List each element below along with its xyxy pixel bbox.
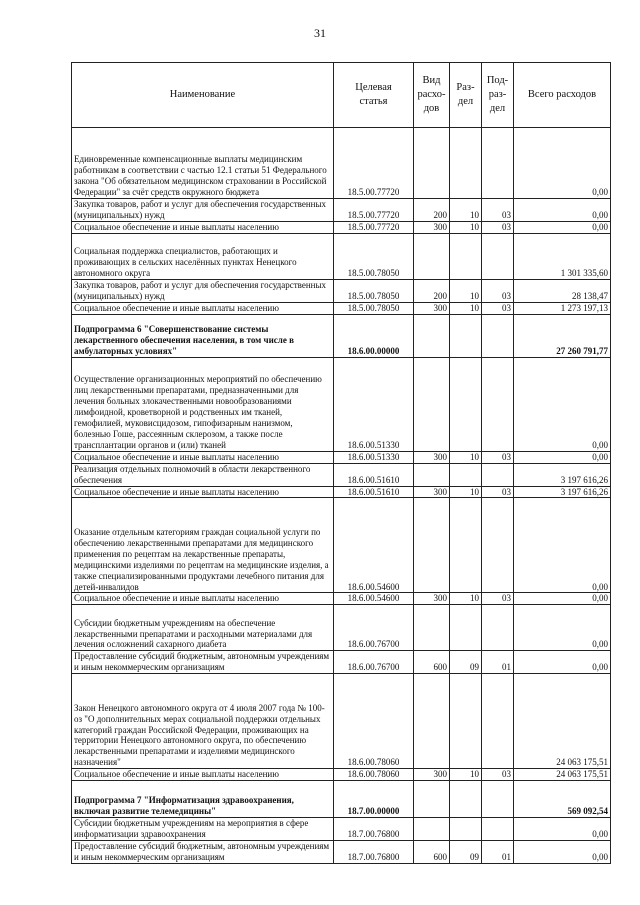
cell-expense-type [414,463,450,486]
cell-name: Социальное обеспечение и иные выплаты населению [72,451,334,463]
table-row [72,233,611,279]
table-row [72,199,611,222]
cell-total: 0,00 [514,357,611,451]
cell-target: 18.5.00.78050 [334,302,414,314]
cell-subsection [482,605,514,651]
table-row [72,651,611,674]
cell-target: 18.6.00.51330 [334,451,414,463]
cell-subsection: 03 [482,593,514,605]
cell-subsection [482,128,514,199]
cell-total: 24 063 175,51 [514,674,611,769]
cell-section: 10 [450,593,482,605]
cell-name: Социальное обеспечение и иные выплаты населению [72,302,334,314]
cell-total: 3 197 616,26 [514,486,611,498]
cell-expense-type: 300 [414,451,450,463]
cell-expense-type [414,233,450,279]
cell-subsection: 03 [482,486,514,498]
cell-subsection [482,357,514,451]
cell-expense-type [414,781,450,818]
cell-total: 0,00 [514,593,611,605]
cell-total: 0,00 [514,651,611,674]
cell-section [450,605,482,651]
cell-target: 18.6.00.78060 [334,674,414,769]
cell-subsection [482,674,514,769]
table-row [72,605,611,651]
cell-target: 18.6.00.51610 [334,486,414,498]
table-row [72,841,611,864]
cell-name: Предоставление субсидий бюджетным, автономным учреждениям и иным некоммерческим организациям [72,841,334,864]
cell-subsection: 03 [482,451,514,463]
cell-target: 18.6.00.51610 [334,463,414,486]
cell-target: 18.6.00.54600 [334,593,414,605]
cell-subsection [482,463,514,486]
cell-target: 18.7.00.76800 [334,841,414,864]
cell-name: Предоставление субсидий бюджетным, автономным учреждениям и иным некоммерческим организациям [72,651,334,674]
header-name: Наименование [72,63,334,128]
table-row [72,818,611,841]
table-row [72,463,611,486]
cell-total: 1 301 335,60 [514,233,611,279]
cell-target: 18.7.00.00000 [334,781,414,818]
budget-table [71,62,611,864]
cell-subsection: 03 [482,302,514,314]
cell-total: 24 063 175,51 [514,769,611,781]
cell-name: Социальное обеспечение и иные выплаты населению [72,593,334,605]
cell-subsection [482,781,514,818]
cell-target: 18.6.00.00000 [334,314,414,357]
header-total: Всего расходов [514,63,611,128]
table-row [72,451,611,463]
cell-expense-type: 600 [414,651,450,674]
cell-target: 18.5.00.77720 [334,221,414,233]
cell-total: 27 260 791,77 [514,314,611,357]
table-row [72,221,611,233]
cell-expense-type: 300 [414,769,450,781]
cell-name: Закупка товаров, работ и услуг для обеспечения государственных (муниципальных) нужд [72,279,334,302]
table-row [72,314,611,357]
cell-section: 09 [450,841,482,864]
cell-subsection: 03 [482,199,514,222]
cell-name: Осуществление организационных мероприятий по обеспечению лиц лекарственными препаратами, предназначенными для лечения больных злокачественными новообразованиями лимфоидной, кроветворной и родственных им тканей, гемофилией, муковисцидозом, гипофизарным нанизмом, болезнью Гоше, рассеянным склерозом, а также после трансплантации органов и (или) тканей [72,357,334,451]
cell-subsection: 01 [482,651,514,674]
page-number: 31 [314,26,326,40]
cell-total: 0,00 [514,451,611,463]
header-target: Целевая статья [334,63,414,128]
cell-subsection [482,314,514,357]
cell-name: Социальная поддержка специалистов, работающих и проживающих в сельских населённых пунктах Ненецкого автономного округа [72,233,334,279]
cell-name: Социальное обеспечение и иные выплаты населению [72,221,334,233]
cell-section [450,674,482,769]
table-row [72,128,611,199]
cell-target: 18.5.00.78050 [334,279,414,302]
cell-name: Подпрограмма 6 "Совершенствование системы лекарственного обеспечения населения, в том числе в амбулаторных условиях" [72,314,334,357]
cell-name: Единовременные компенсационные выплаты медицинским работникам в соответствии с частью 12.1 статьи 51 Федерального закона "Об обязательном медицинском страховании в Российской Федерации" за счёт средств окружного бюджета [72,128,334,199]
cell-total: 0,00 [514,199,611,222]
header-section: Раз- дел [450,63,482,128]
cell-name: Социальное обеспечение и иные выплаты населению [72,769,334,781]
cell-target: 18.7.00.76800 [334,818,414,841]
table-row [72,769,611,781]
cell-subsection: 03 [482,221,514,233]
cell-target: 18.6.00.76700 [334,651,414,674]
cell-expense-type [414,498,450,593]
cell-expense-type: 300 [414,302,450,314]
cell-expense-type [414,128,450,199]
cell-expense-type [414,314,450,357]
cell-section [450,781,482,818]
cell-name: Субсидии бюджетным учреждениям на мероприятия в сфере информатизации здравоохранения [72,818,334,841]
cell-section: 10 [450,199,482,222]
cell-section: 10 [450,769,482,781]
cell-total: 0,00 [514,128,611,199]
cell-target: 18.6.00.54600 [334,498,414,593]
cell-section: 10 [450,221,482,233]
header-expense-type: Вид расхо- дов [414,63,450,128]
cell-section: 10 [450,279,482,302]
cell-expense-type: 600 [414,841,450,864]
cell-total: 0,00 [514,221,611,233]
cell-section: 10 [450,302,482,314]
cell-subsection: 03 [482,769,514,781]
cell-expense-type [414,674,450,769]
cell-expense-type: 300 [414,593,450,605]
cell-total: 3 197 616,26 [514,463,611,486]
table-row [72,498,611,593]
cell-target: 18.5.00.78050 [334,233,414,279]
header-subsection: Под- раз- дел [482,63,514,128]
cell-subsection [482,818,514,841]
cell-section [450,233,482,279]
cell-section [450,128,482,199]
cell-expense-type: 200 [414,279,450,302]
cell-total: 569 092,54 [514,781,611,818]
cell-name: Закупка товаров, работ и услуг для обеспечения государственных (муниципальных) нужд [72,199,334,222]
table-row [72,486,611,498]
table-row [72,279,611,302]
cell-name: Субсидии бюджетным учреждениям на обеспечение лекарственными препаратами и расходными материалами для лечения осложнений сахарного диабета [72,605,334,651]
cell-subsection [482,233,514,279]
cell-expense-type: 200 [414,199,450,222]
table-body [72,128,611,864]
cell-total: 0,00 [514,841,611,864]
cell-total: 28 138,47 [514,279,611,302]
table-row [72,781,611,818]
cell-subsection: 03 [482,279,514,302]
cell-target: 18.6.00.51330 [334,357,414,451]
cell-section [450,498,482,593]
cell-total: 0,00 [514,605,611,651]
cell-expense-type [414,605,450,651]
table-row [72,357,611,451]
table-row [72,593,611,605]
cell-target: 18.6.00.76700 [334,605,414,651]
cell-section: 10 [450,451,482,463]
table-header-row [72,63,611,128]
cell-expense-type: 300 [414,221,450,233]
cell-name: Реализация отдельных полномочий в области лекарственного обеспечения [72,463,334,486]
cell-section [450,314,482,357]
cell-name: Оказание отдельным категориям граждан социальной услуги по обеспечению лекарственными препаратами для медицинского применения по рецептам на лекарственные препараты, медицинскими изделиями по рецептам на медицинские изделия, а также специализированными продуктами лечебного питания для детей-инвалидов [72,498,334,593]
cell-name: Закон Ненецкого автономного округа от 4 июля 2007 года № 100-оз "О дополнительных мерах социальной поддержки отдельных категорий граждан Российской Федерации, проживающих на территории Ненецкого автономного округа, по обеспечению лекарственными препаратами и изделиями медицинского назначения" [72,674,334,769]
cell-section [450,357,482,451]
table-row [72,302,611,314]
cell-expense-type [414,818,450,841]
cell-total: 0,00 [514,818,611,841]
cell-target: 18.5.00.77720 [334,199,414,222]
cell-total: 1 273 197,13 [514,302,611,314]
cell-section: 09 [450,651,482,674]
cell-subsection: 01 [482,841,514,864]
cell-name: Социальное обеспечение и иные выплаты населению [72,486,334,498]
cell-expense-type: 300 [414,486,450,498]
cell-total: 0,00 [514,498,611,593]
cell-section [450,463,482,486]
cell-section: 10 [450,486,482,498]
cell-section [450,818,482,841]
table-row [72,674,611,769]
cell-target: 18.6.00.78060 [334,769,414,781]
cell-expense-type [414,357,450,451]
cell-name: Подпрограмма 7 "Информатизация здравоохранения, включая развитие телемедицины" [72,781,334,818]
cell-subsection [482,498,514,593]
cell-target: 18.5.00.77720 [334,128,414,199]
